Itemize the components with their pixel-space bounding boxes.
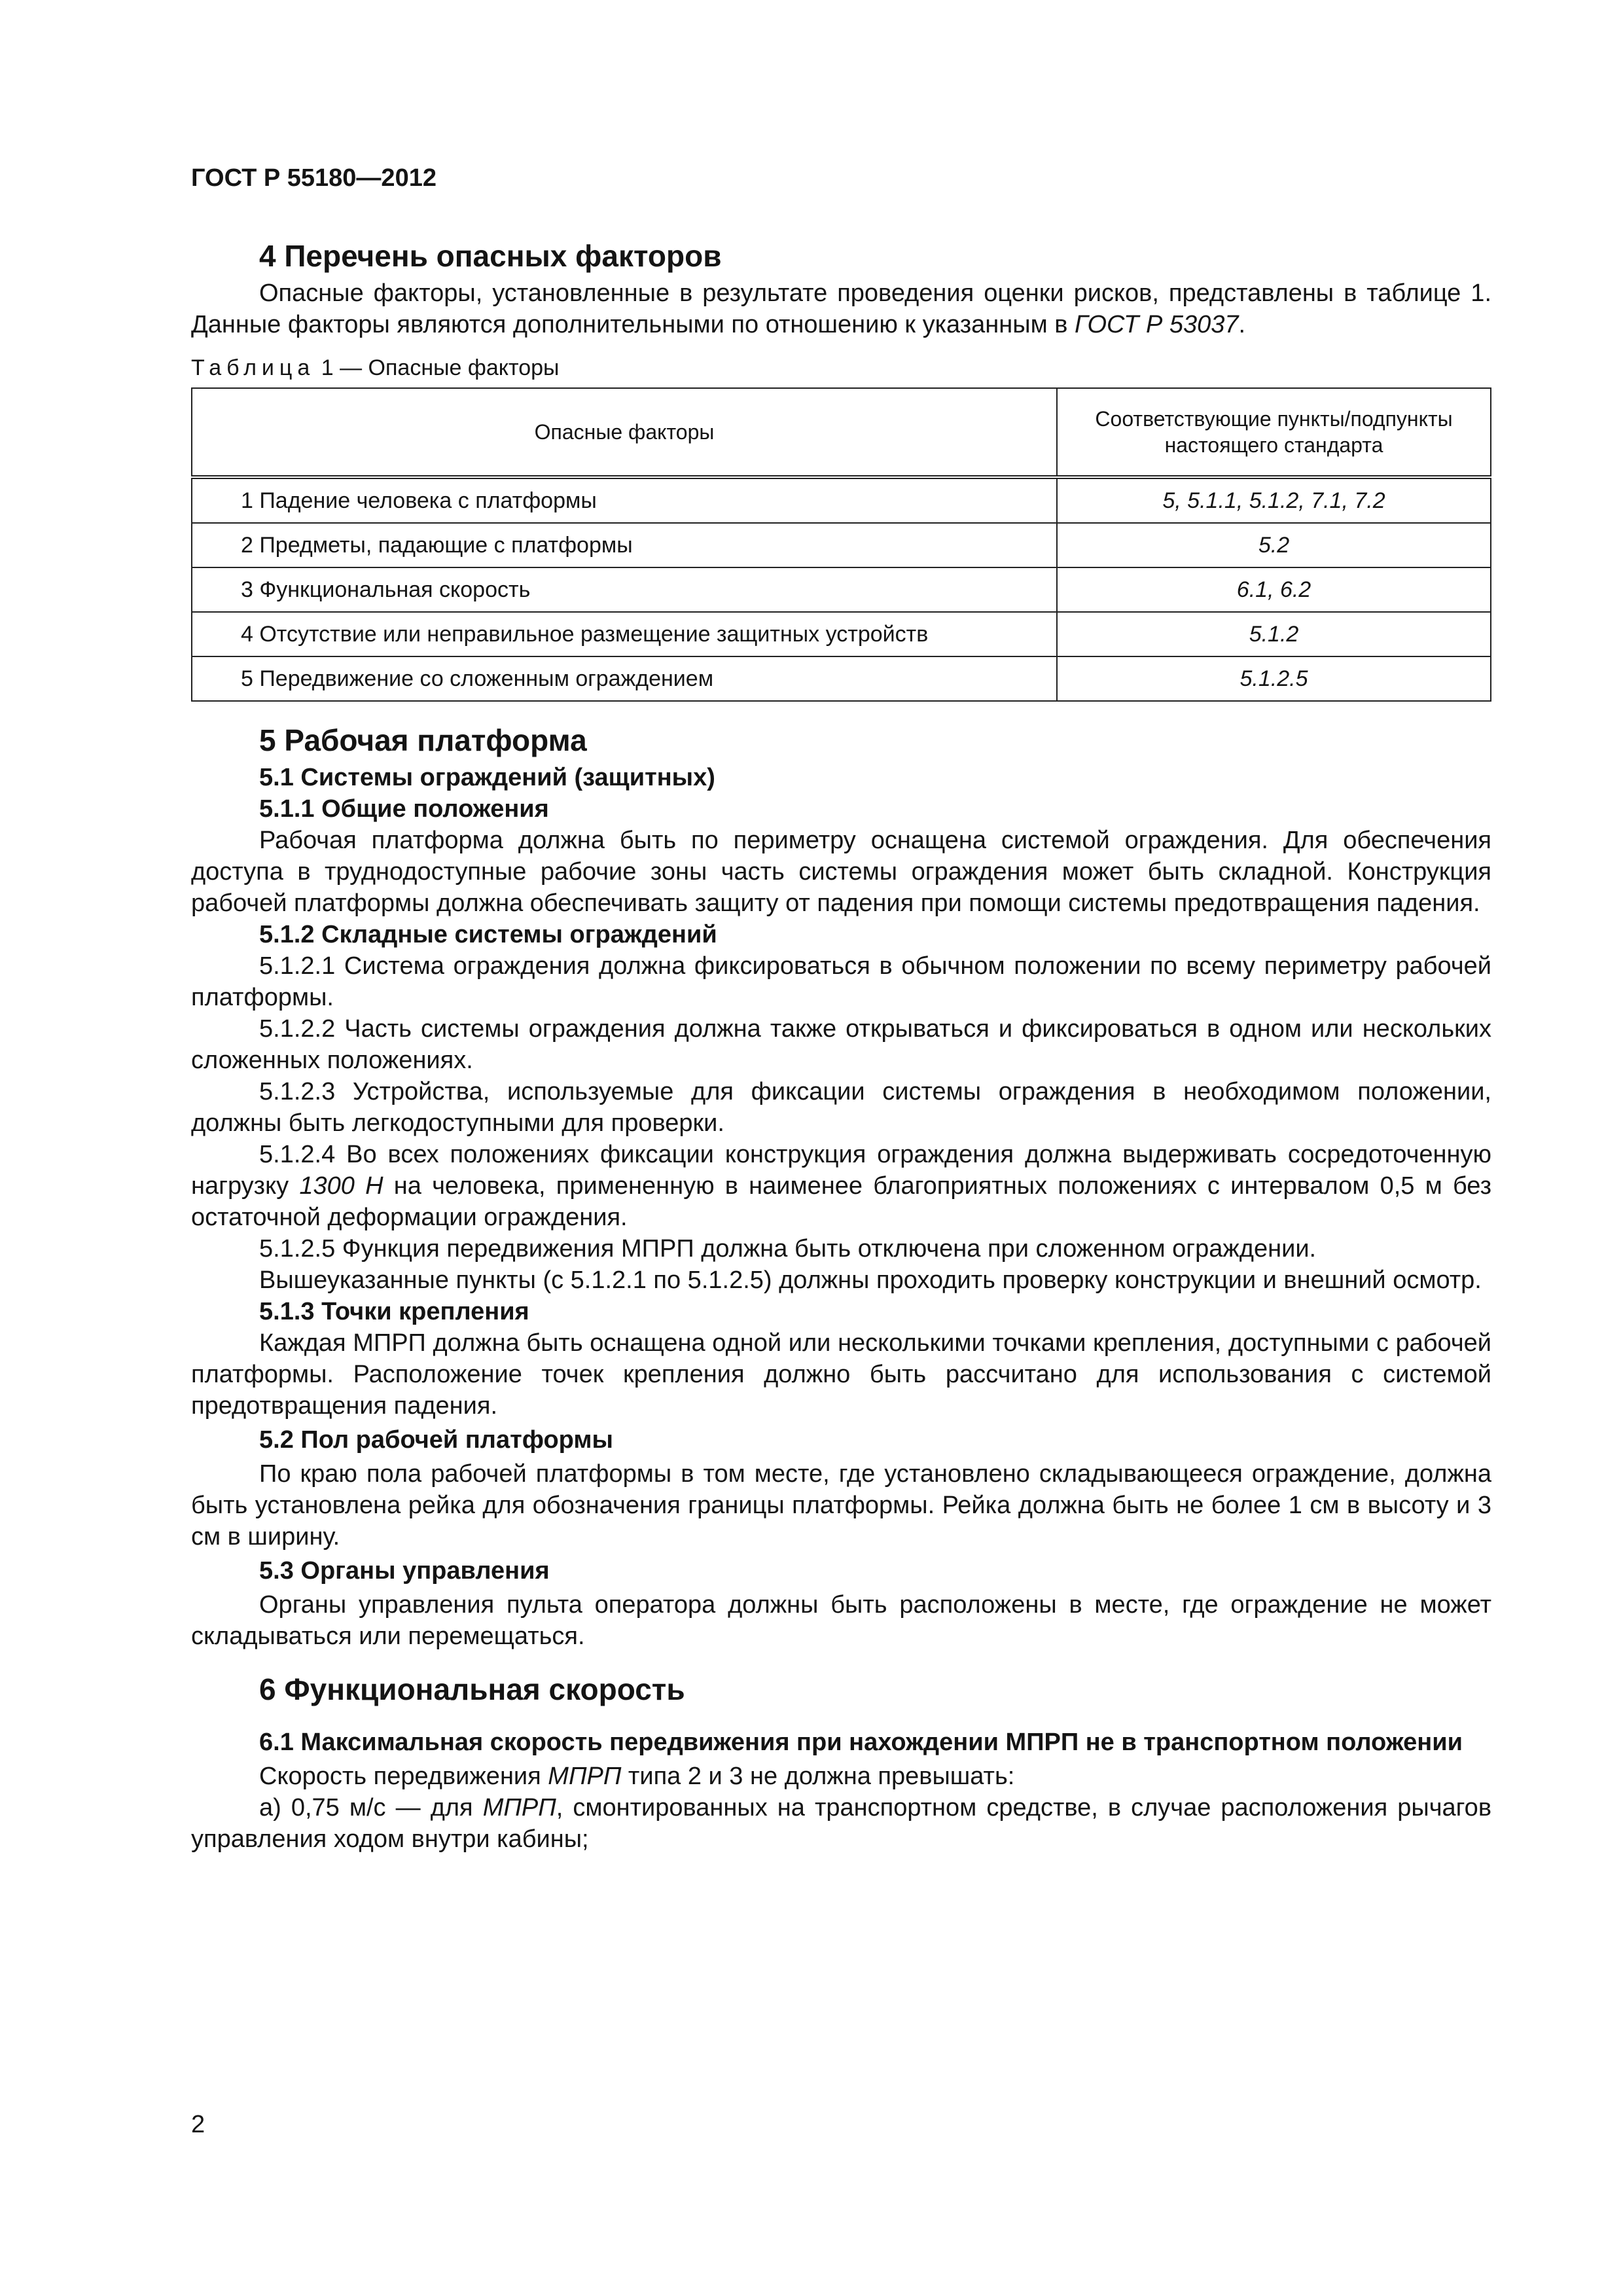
table-cell-factor: 5 Передвижение со сложенным ограждением (192, 656, 1057, 701)
table-cell-reference: 5, 5.1.1, 5.1.2, 7.1, 7.2 (1057, 477, 1491, 523)
section-5-1-1-title: 5.1.1 Общие положения (259, 795, 549, 823)
paragraph-5-1-2-1: 5.1.2.1 Система ограждения должна фиксироваться в обычном положении по всему периметру рабочей платформы. (191, 952, 1491, 1011)
hazards-table (191, 387, 1491, 702)
table-row (192, 523, 1491, 567)
paragraph-5-1-2-2: 5.1.2.2 Часть системы ограждения должна также открываться и фиксироваться в одном или нескольких сложенных положениях. (191, 1015, 1491, 1074)
paragraph-5-2: По краю пола рабочей платформы в том месте, где установлено складывающееся ограждение, должна быть установлена рейка для обозначения границы платформы. Рейка должна быть не более 1 см в высоту и 3 см в ширину. (191, 1460, 1491, 1551)
section-5-2-title: 5.2 Пол рабочей платформы (259, 1426, 613, 1454)
column-header-references: Соответствующие пункты/подпункты настоящего стандарта (1057, 388, 1491, 477)
section-6-1-title: 6.1 Максимальная скорость передвижения при нахождении МПРП не в транспортном положении (259, 1729, 1463, 1756)
paragraph-5-1-2-3: 5.1.2.3 Устройства, используемые для фиксации системы ограждения в необходимом положении, должны быть легкодоступными для проверки. (191, 1078, 1491, 1137)
column-header-factors: Опасные факторы (192, 388, 1057, 477)
section-4-title: 4 Перечень опасных факторов (259, 239, 722, 273)
table-row (192, 656, 1491, 701)
table-cell-factor: 4 Отсутствие или неправильное размещение защитных устройств (192, 612, 1057, 656)
paragraph-5-3: Органы управления пульта оператора должны быть расположены в месте, где ограждение не может складываться или перемещаться. (191, 1591, 1491, 1650)
table-row (192, 477, 1491, 523)
table-header-row (192, 388, 1491, 477)
section-4-intro: Опасные факторы, установленные в результате проведения оценки рисков, представлены в таблице 1. Данные факторы являются дополнительными по отношению к указанным в ГОСТ Р 53037. (191, 279, 1491, 338)
page-number: 2 (191, 2111, 205, 2138)
paragraph-6-1: Скорость передвижения МПРП типа 2 и 3 не должна превышать: (259, 1763, 1015, 1790)
table-row (192, 612, 1491, 656)
table-cell-reference: 5.1.2 (1057, 612, 1491, 656)
section-5-1-2-title: 5.1.2 Складные системы ограждений (259, 921, 717, 948)
mprp-term: МПРП (548, 1763, 622, 1790)
section-5-1-3-title: 5.1.3 Точки крепления (259, 1298, 529, 1325)
table-cell-reference: 5.1.2.5 (1057, 656, 1491, 701)
paragraph-5-1-2-4: 5.1.2.4 Во всех положениях фиксации конструкция ограждения должна выдерживать сосредоточенную нагрузку 1300 Н на человека, примененную в наименее благоприятных положениях с интервалом 0,5 м без остаточной деформации ограждения. (191, 1141, 1492, 1231)
table-cell-factor: 3 Функциональная скорость (192, 567, 1057, 612)
section-5-title: 5 Рабочая платформа (259, 723, 587, 757)
standard-header: ГОСТ Р 55180—2012 (191, 164, 437, 192)
table-cell-factor: 2 Предметы, падающие с платформы (192, 523, 1057, 567)
list-item-a: а) 0,75 м/с — для МПРП, смонтированных на транспортном средстве, в случае расположения рычагов управления ходом внутри кабины; (191, 1794, 1492, 1853)
table-row (192, 567, 1491, 612)
table-cell-factor: 1 Падение человека с платформы (192, 477, 1057, 523)
table-cell-reference: 5.2 (1057, 523, 1491, 567)
load-value: 1300 Н (299, 1172, 383, 1200)
table-cell-reference: 6.1, 6.2 (1057, 567, 1491, 612)
paragraph-5-1-2-5: 5.1.2.5 Функция передвижения МПРП должна быть отключена при сложенном ограждении. (259, 1235, 1317, 1263)
gost-reference: ГОСТ Р 53037 (1075, 311, 1239, 338)
section-5-3-title: 5.3 Органы управления (259, 1557, 550, 1585)
table-caption: Таблица 1 — Опасные факторы (191, 355, 560, 380)
paragraph-5-1-3: Каждая МПРП должна быть оснащена одной или несколькими точками крепления, доступными с рабочей платформы. Расположение точек крепления должно быть рассчитано для использования с системой предотвращения падения. (191, 1329, 1491, 1420)
mprp-term: МПРП (482, 1794, 556, 1821)
page-content (191, 237, 1491, 1855)
section-6-title: 6 Функциональная скорость (259, 1672, 685, 1706)
section-5-1-title: 5.1 Системы ограждений (защитных) (259, 764, 715, 791)
paragraph-5-1-2-check: Вышеуказанные пункты (с 5.1.2.1 по 5.1.2.5) должны проходить проверку конструкции и внешний осмотр. (259, 1266, 1482, 1294)
paragraph-5-1-1: Рабочая платформа должна быть по периметру оснащена системой ограждения. Для обеспечения доступа в труднодоступные рабочие зоны часть системы ограждения может быть складной. Конструкция рабочей платформы должна обеспечивать защиту от падения при помощи системы предотвращения падения. (191, 827, 1491, 917)
